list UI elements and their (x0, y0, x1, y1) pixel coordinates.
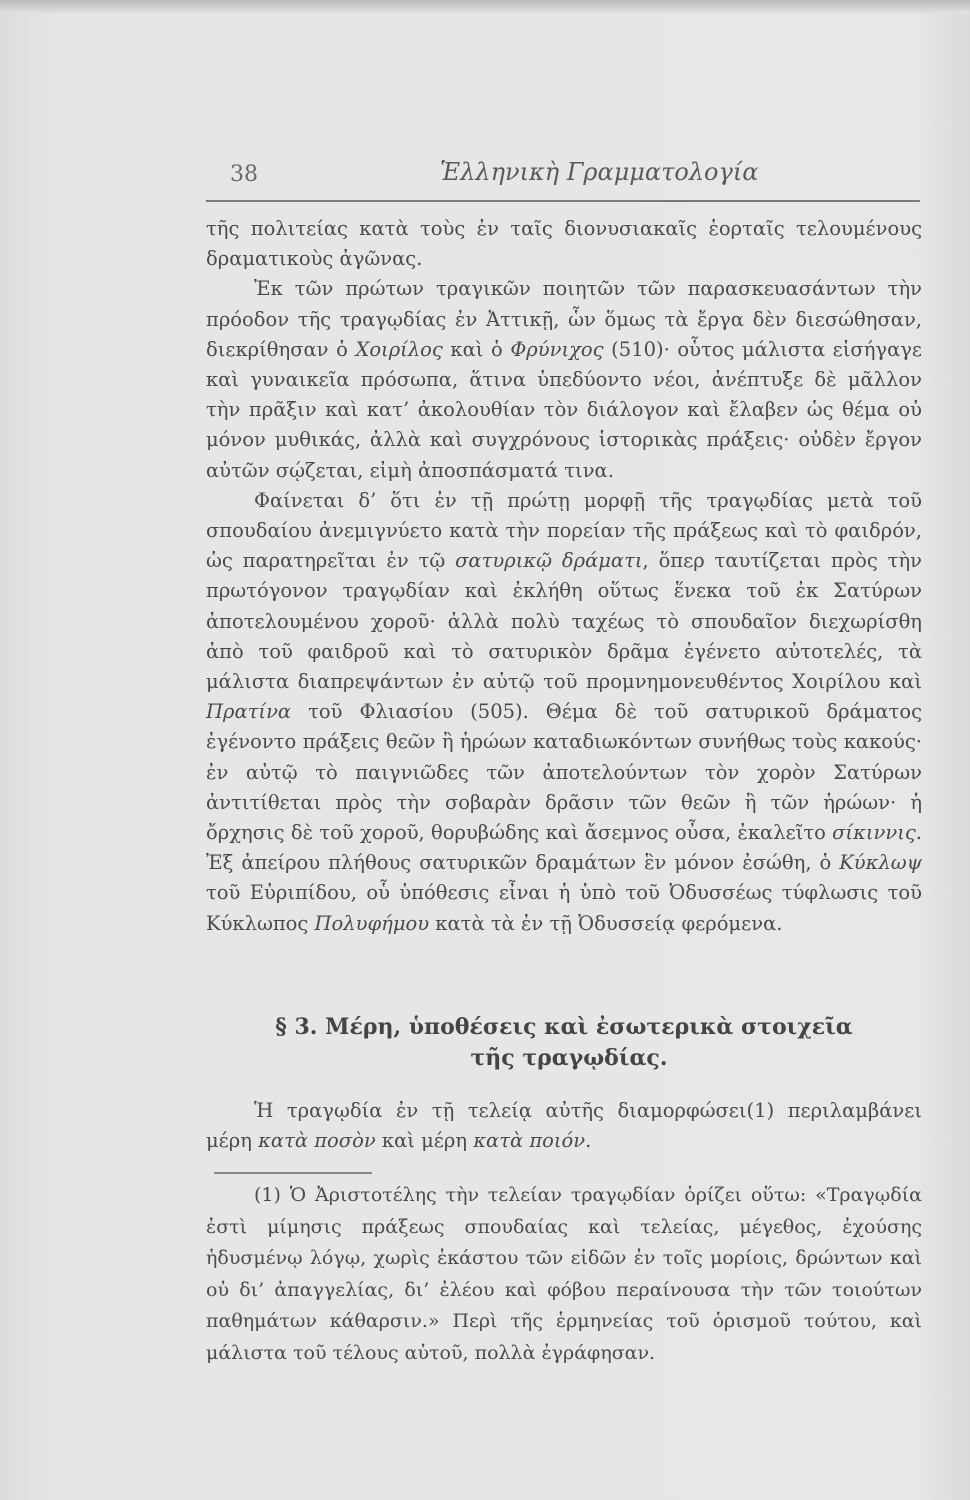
section-heading (206, 1012, 922, 1074)
text-run: . (585, 1129, 592, 1152)
text-run: καὶ μέρη (375, 1129, 474, 1152)
footnote-text: (1) Ὁ Ἀριστοτέλης τὴν τελείαν τραγῳδίαν ὁρίζει οὕτω: «Τραγῳδία ἐστὶ μίμησις πράξεως σπουδαίας καὶ τελείας, μέγεθος, ἐχούσης ἡδυσμένῳ λόγῳ, χωρὶς ἑκάστου τῶν εἰδῶν ἐν τοῖς μορίοις, δρώντων καὶ οὐ δι’ ἀπαγγελίας, δι’ ἐλέου καὶ φόβου περαίνουσα τὴν τῶν τοιούτων παθημάτων κάθαρσιν.» Περὶ τῆς ἑρμηνείας τοῦ ὁρισμοῦ τούτου, καὶ μάλιστα τοῦ τέλους αὐτοῦ, πολλὰ ἐγράφησαν. (206, 1184, 922, 1364)
section-heading-line-2: τῆς τραγῳδίας. (470, 1045, 668, 1071)
term-sikinnis: σίκιννις (832, 821, 916, 845)
name-choirilos: Χοιρίλος (355, 337, 443, 361)
running-title: Ἑλληνικὴ Γραμματολογία (440, 158, 759, 186)
term-satyric-drama: σατυρικῷ δράματι (455, 549, 643, 573)
text-run: . Ἐξ ἀπείρου πλήθους σατυρικῶν δραμάτων ἓν μόνον ἐσώθη, ὁ (206, 821, 922, 875)
text-run: τοῦ Εὐριπίδου, οὗ ὑπόθεσις εἶναι ἡ ὑπὸ τοῦ Ὀδυσσέως τύφλωσις τοῦ Κύκλωπος (206, 881, 922, 935)
text-run: Φαίνεται δ’ ὅτι ἐν τῇ πρώτῃ μορφῇ τῆς τραγῳδίας μετὰ τοῦ σπουδαίου ἀνεμιγνύετο κατὰ τὴν πορείαν τῆς πράξεως καὶ τὸ φαιδρόν, ὡς παρατηρεῖται ἐν τῷ (206, 488, 922, 573)
header-rule (206, 200, 920, 202)
text-run: καὶ ὁ (442, 337, 511, 361)
page-header (230, 158, 920, 198)
footnote-rule (214, 1172, 372, 1174)
paragraph-parts-of-tragedy (206, 1096, 922, 1156)
page-top-edge (0, 0, 970, 14)
title-kyklops: Κύκλωψ (839, 851, 922, 875)
section-heading-line-1: § 3. Μέρη, ὑποθέσεις καὶ ἐσωτερικὰ στοιχεῖα (275, 1014, 853, 1040)
name-pratinas: Πρατίνα (206, 700, 292, 724)
text-run: τοῦ Φλιασίου (505). Θέμα δὲ τοῦ σατυρικοῦ δράματος ἐγένοντο πράξεις θεῶν ἢ ἡρώων καταδιωκόντων συνήθως τοὺς κακούς· ἐν αὐτῷ τὸ παιγνιῶδες τῶν ἀποτελούντων τὸν χορὸν Σατύρων ἀντιτίθεται πρὸς τὴν σοβαρὰν δρᾶσιν τῶν θεῶν ἢ τῶν ἡρώων· ἡ ὄρχησις δὲ τοῦ χοροῦ, θορυβώδης καὶ ἄσεμνος οὖσα, ἐκαλεῖτο (206, 700, 922, 845)
main-text (206, 214, 922, 939)
page-number: 38 (230, 162, 258, 187)
text-run: κατὰ τὰ ἐν τῇ Ὀδυσσείᾳ φερόμενα. (429, 911, 783, 935)
name-polyphemos: Πολυφήμου (314, 911, 430, 935)
term-quality: κατὰ ποιόν (473, 1129, 586, 1152)
term-quantity: κατὰ ποσὸν (258, 1129, 376, 1152)
text-run: Ἡ τραγῳδία ἐν τῇ τελείᾳ αὐτῆς διαμορφώσει(1) περιλαμβάνει μέρη (206, 1099, 922, 1152)
footnote (206, 1180, 922, 1369)
paragraph-early-tragedians (206, 274, 922, 485)
paragraph-continuation: τῆς πολιτείας κατὰ τοὺς ἐν ταῖς διονυσιακαῖς ἑορταῖς τελουμένους δραματικοὺς ἀγῶνας. (206, 217, 922, 271)
paragraph-satyr-play (206, 486, 922, 939)
text-run: Ἐκ τῶν πρώτων τραγικῶν ποιητῶν τῶν παρασκευασάντων τὴν πρόοδον τῆς τραγῳδίας ἐν Ἀττικῇ, ὧν ὅμως τὰ ἔργα δὲν διεσώθησαν, διεκρίθησαν ὁ (206, 277, 922, 361)
text-run: (510)· οὗτος μάλιστα εἰσήγαγε καὶ γυναικεῖα πρόσωπα, ἅτινα ὑπεδύοντο νέοι, ἀνέπτυξε δὲ μᾶλλον τὴν πρᾶξιν καὶ κατ’ ἀκολουθίαν τὸν διάλογον καὶ ἔλαβεν ὡς θέμα οὐ μόνον μυθικάς, ἀλλὰ καὶ συγχρόνους ἱστορικὰς πράξεις· οὐδὲν ἔργον αὐτῶν σῴζεται, εἰμὴ ἀποσπάσματά τινα. (206, 337, 923, 482)
name-phrynichos: Φρύνιχος (510, 337, 604, 361)
text-run: , ὅπερ ταυτίζεται πρὸς τὴν πρωτόγονον τραγῳδίαν καὶ ἐκλήθη οὕτως ἕνεκα τοῦ ἐκ Σατύρων ἀποτελουμένου χοροῦ· ἀλλὰ πολὺ ταχέως τὸ σπουδαῖον διεχωρίσθη ἀπὸ τοῦ φαιδροῦ καὶ τὸ σατυρικὸν δρᾶμα ἐγένετο αὐτοτελές, τὰ μάλιστα διαπρεψάντων ἐν αὐτῷ τοῦ προμνημονευθέντος Χοιρίλου καὶ (206, 549, 923, 694)
